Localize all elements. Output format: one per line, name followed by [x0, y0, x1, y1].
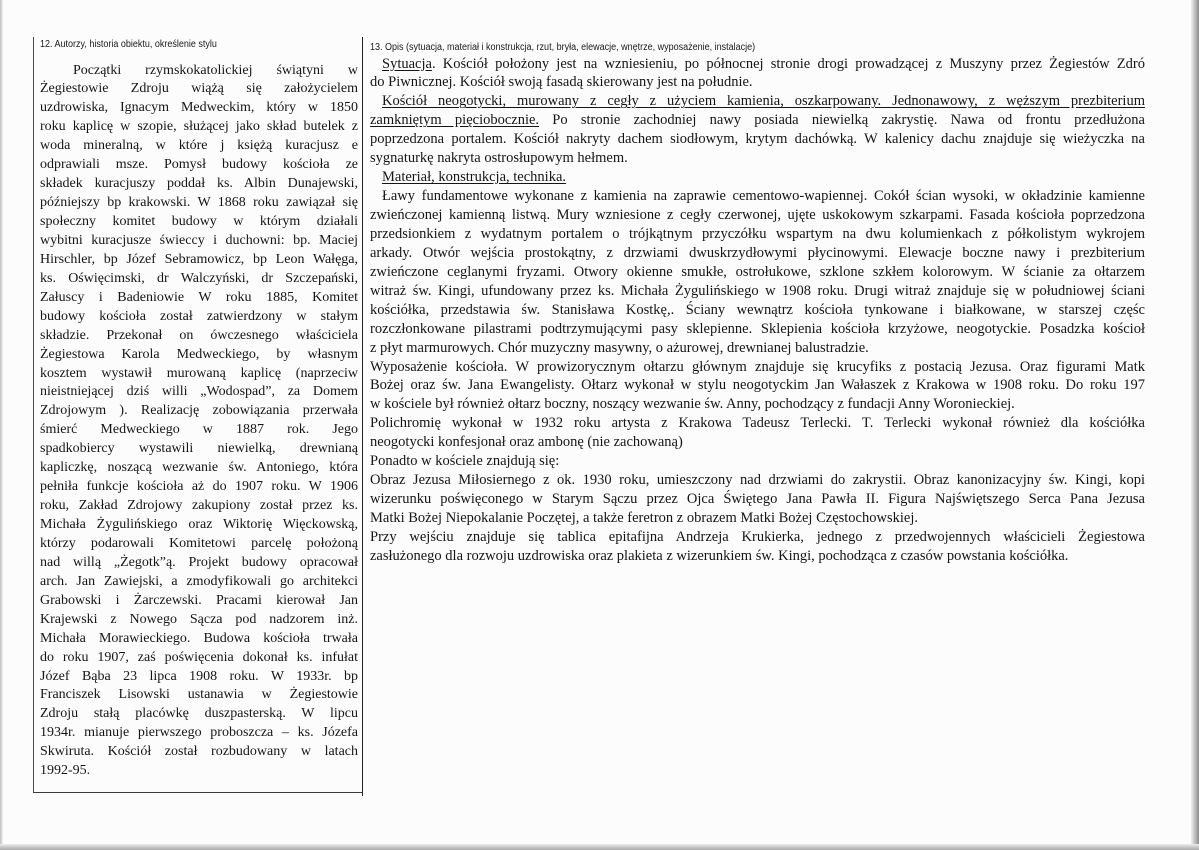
left-text-line: Zdrojowym ). Realizację zobowiązania przerwała	[40, 403, 358, 419]
scan-edge-right	[1191, 0, 1199, 850]
left-text-line: którzy podarowali Komitetowi parcelę położoną	[40, 535, 358, 551]
line-text: Ponadto w kościele znajdują się:	[370, 453, 560, 470]
right-text-line	[370, 73, 1145, 92]
left-text-line: Franciszek Lisowski ustanawia w Żegiestowie	[40, 687, 358, 703]
underlined-heading: zamkniętym pięciobocznie.	[370, 112, 540, 129]
left-text-line: Michała Morawieckiego. Budowa kościoła trwała	[40, 630, 358, 646]
right-text-line	[370, 111, 1145, 130]
right-text-line	[370, 452, 1145, 471]
left-text-line: Zdroju stałą placówkę duszpasterską. W lipcu	[40, 706, 358, 722]
left-text-line: kosztem wystawił murowaną kaplicę (naprzeciw	[40, 365, 358, 381]
right-text-line	[370, 301, 1145, 320]
underlined-heading: Materiał, konstrukcja, technika.	[382, 169, 567, 186]
right-text-line	[370, 490, 1145, 509]
line-text: Matki Bożej Niepokalanie Poczętej, a także feretron z obrazem Matki Bożej Częstochowskiej.	[370, 510, 918, 526]
scan-edge-bottom	[0, 844, 1199, 850]
left-text-line: śmierć Medweckiego w 1887 rok. Jego	[40, 422, 358, 438]
left-text-line: składzie. Przekonał on ówczesnego właściciela	[40, 327, 358, 343]
line-text: zwieńczonej kamienną listwą. Mury wzniesione z cegły czerwonej, ujęte uskokowym szkarpami. Fasada kościoła poprzedzona	[370, 207, 1145, 223]
line-text: witraż św. Kingi, ufundowany przez ks. Michała Żygulińskiego w 1908 roku. Drugi witraż znajduje się w południowej ściani	[370, 282, 1145, 299]
left-text-line: pełniła funkcje kościoła aż do 1907 roku. W 1906	[40, 479, 358, 495]
right-text-line	[370, 92, 1145, 111]
left-text-line: roku kaplicę w szopie, służącej jako skład butelek z	[40, 119, 358, 135]
left-text-line: do roku 1907, zaś poświęcenia dokonał ks. infułat	[40, 649, 358, 665]
line-text: sygnaturkę nakryta ostrosłupowym hełmem.	[370, 150, 628, 167]
left-text-line: Józef Bąba 23 lipca 1908 roku. W 1933r. bp	[40, 668, 358, 684]
scan-edge-left	[0, 0, 3, 850]
line-text: Polichromię wykonał w 1932 roku artysta z Krakowa Tadeusz Terlecki. T. Terlecki wykonał również dla kościółka	[370, 415, 1145, 432]
right-text-line	[370, 395, 1145, 414]
right-text-line	[370, 263, 1145, 282]
section-12-header: 12. Autorzy, historia obiektu, określenie stylu	[40, 39, 217, 50]
left-text-line: 1934r. mianuje pierwszego proboszcza – ks. Józefa	[40, 725, 358, 741]
line-text: Wyposażenie kościoła. W prowizorycznym ołtarzu głównym znajduje się krucyfiks z postacią Jezusa. Oraz figurami Matk	[370, 358, 1145, 375]
underlined-heading: Kościół neogotycki, murowany z cegły z użyciem kamienia, oszkarpowany. Jednonawowy, z węższym prezbiterium	[382, 93, 1145, 110]
left-text-line: nieistniejącej dziś willi „Wodospad”, za Domem	[40, 384, 358, 400]
right-text-line	[370, 206, 1145, 225]
form-frame-bottom-border	[33, 792, 363, 793]
left-text-line: wybitni kuracjusze świeccy i duchowni: bp. Maciej	[40, 232, 358, 248]
left-text-line: odprawiali msze. Pomysł budowy kościoła ze	[40, 157, 358, 173]
column-divider	[362, 37, 363, 796]
left-text-line: Skwiruta. Kościół został rozbudowany w latach	[40, 744, 358, 760]
right-text-line	[370, 244, 1145, 263]
line-text: kościółka, przedstawia św. Stanisława Kostkę,. Ściany wewnątrz kościoła tynkowane i białkowane, w starszej częśc	[370, 301, 1145, 318]
left-text-line: społeczny komitet budowy w którym działali	[40, 214, 358, 229]
left-text-line: Żegiestowa Karola Medweckiego, by własnym	[40, 346, 358, 362]
right-text-line	[370, 358, 1145, 377]
line-text: Ławy fundamentowe wykonane z kamienia na zaprawie cementowo-wapiennej. Cokół ścian wysoki, w okładzinie kamienne	[382, 188, 1145, 205]
left-text-line: składek kuracjuszy poddał ks. Albin Dunajewski,	[40, 176, 358, 192]
line-text: z płyt marmurowych. Chór muzyczny masywny, o ażurowej, drewnianej balustradzie.	[370, 339, 869, 356]
left-text-line: Załuscy i Badeniowie W roku 1885, Komitet	[40, 289, 358, 305]
line-text: do Piwnicznej. Kościół swoją fasadą skierowany jest na południe.	[370, 74, 753, 91]
right-text-line	[370, 55, 1145, 74]
line-text: arkady. Otwór wejścia prostokątny, z drzwiami dwuskrzydłowymi płycinowymi. Elewacje boczne nawy i prezbiterium	[370, 244, 1145, 261]
line-text: zasłużonego dla rozwoju uzdrowiska oraz plakieta z wizerunkiem św. Kingi, pochodząca z czasów powstania kościółka.	[370, 547, 1069, 564]
left-text-line: arch. Jan Zawiejski, a zmodyfikowali go architekci	[40, 573, 358, 589]
section-13-header: 13. Opis (sytuacja, materiał i konstrukcja, rzut, bryła, elewacje, wnętrze, wyposażenie, instalacje)	[370, 42, 756, 53]
right-text-line	[370, 282, 1145, 301]
right-text-line	[370, 320, 1145, 339]
line-text: wizerunku poświęconego w Starym Sączu przez Ojca Świętego Jana Pawła II. Figura Najświętszego Serca Pana Jezusa	[370, 491, 1145, 508]
line-text: rozczłonkowane pilastrami podtrzymującymi pasy sklepienne. Sklepienia kościoła krzyżowe, neogotyckie. Posadzka kościoł	[370, 320, 1145, 337]
left-text-line: budowy kościoła został zatwierdzony w stałym	[40, 308, 358, 324]
left-text-line: Michała Żygulińskiego oraz Wiktorię Więckowską,	[40, 517, 358, 532]
left-text-line: Żegiestowie Zdroju wiążą się założycielem	[40, 81, 358, 97]
right-text-line	[370, 130, 1145, 149]
left-text-line: nad willą „Żegotk”ą. Projekt budowy opracował	[40, 554, 358, 570]
left-text-line: woda mineralną, w które j księżą kuracjusz e	[40, 138, 358, 154]
right-text-line	[370, 509, 1145, 528]
left-text-line: późniejszy bp krakowski. W 1868 roku zawiązał się	[40, 195, 358, 211]
underlined-heading: Sytuacja	[382, 55, 432, 72]
right-text-line	[370, 187, 1145, 206]
description-text-column	[370, 55, 1147, 566]
left-text-line: spadkobiercy wystawili niewielką, drewnianą	[40, 441, 358, 457]
right-text-line	[370, 168, 1145, 187]
history-text-column	[40, 62, 358, 782]
right-text-line	[370, 433, 1145, 452]
line-text: Po stronie zachodniej nawy posiada niewielką zakrystię. Nawa od frontu przedłużona	[539, 112, 1145, 129]
right-text-line	[370, 528, 1145, 547]
right-text-line	[370, 547, 1145, 566]
left-text-line: kapliczkę, noszącą wezwanie św. Antoniego, która	[40, 460, 358, 476]
right-text-line	[370, 414, 1145, 433]
line-text: w kościele był również ołtarz boczny, noszący wezwanie św. Anny, pochodzący z fundacji Anny Woronieckiej.	[370, 396, 1015, 413]
line-text: Obraz Jezusa Miłosiernego z ok. 1930 roku, umieszczony nad drzwiami do zakrystii. Obraz kanonizacyjny św. Kingi, kopi	[370, 472, 1145, 489]
left-text-line: uzdrowiska, Ignacym Medweckim, który w 1850	[40, 100, 358, 116]
line-text: przedsionkiem z wydatnym portalem o trójkątnym przyczółku wspartym na dwu kolumienkach z półkolistym wykrojem	[370, 225, 1145, 242]
line-text: Przy wejściu znajduje się tablica epitafijna Andrzeja Krukierka, jednego z przedwojennych właścicieli Żegiestowa	[370, 528, 1145, 545]
left-text-line: 1992-95.	[40, 763, 91, 779]
line-text: . Kościół położony jest na wzniesieniu, po północnej stronie drogi prowadzącej z Muszyny przez Żegiestów Zdró	[431, 55, 1145, 72]
left-text-line: Hirschler, bp Józef Sebramowicz, bp Leon Wałęga,	[40, 251, 358, 267]
line-text: zwieńczone ceglanymi fryzami. Otwory okienne smukłe, ostrołukowe, szklone szkłem kolorowym. W ścianie za ołtarzem	[370, 263, 1145, 280]
line-text: neogotycki konfesjonał oraz ambonę (nie zachowaną)	[370, 434, 683, 451]
right-text-line	[370, 376, 1145, 395]
left-text-line: Krajewski z Nowego Sącza pod nadzorem inż.	[40, 611, 358, 627]
line-text: Bożej oraz św. Jana Ewangelisty. Ołtarz wykonał w stylu neogotyckim Jan Wałaszek z Krakowa w 1908 roku. Do roku 197	[370, 377, 1145, 394]
left-text-line: ks. Oświęcimski, dr Walczyński, dr Szczepański,	[40, 270, 358, 286]
right-text-line	[370, 471, 1145, 490]
right-text-line	[370, 149, 1145, 168]
form-frame-left-border	[33, 37, 34, 793]
left-text-line: roku, Zakład Zdrojowy zakupiony został przez ks.	[40, 498, 358, 514]
left-text-line: Grabowski i Żarczewski. Pracami kierował Jan	[40, 592, 358, 608]
line-text: poprzedzona portalem. Kościół nakryty dachem siodłowym, krytym dachówką. W kalenicy dachu znajduje się wieżyczka na	[370, 131, 1145, 148]
left-text-line: Początki rzymskokatolickiej świątyni w	[73, 62, 358, 78]
right-text-line	[370, 339, 1145, 358]
right-text-line	[370, 225, 1145, 244]
